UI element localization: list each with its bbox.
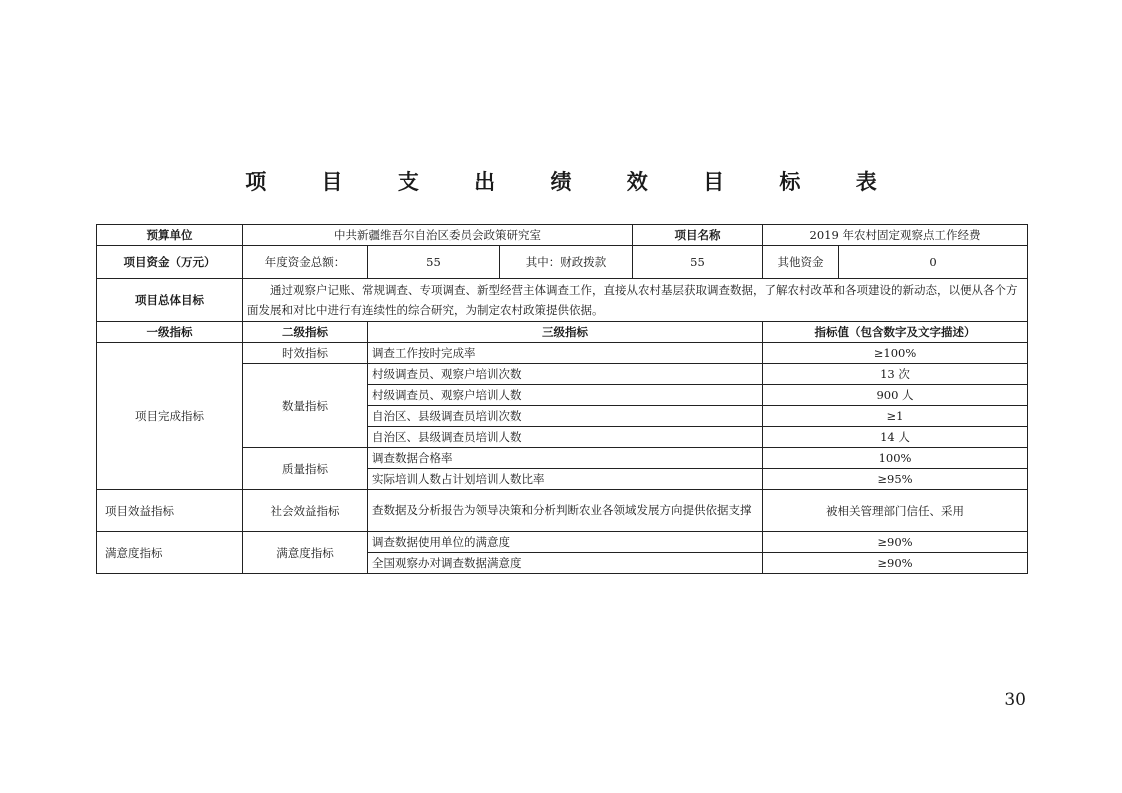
project-name-label: 项目名称 (633, 225, 763, 246)
annual-total-label: 年度资金总额： (243, 246, 368, 279)
value-cell: ≥90% (763, 553, 1028, 574)
group-quality: 质量指标 (243, 448, 368, 490)
indicator-cell: 实际培训人数占计划培训人数比率 (368, 469, 763, 490)
group-satisfaction-level2: 满意度指标 (243, 532, 368, 574)
table-row-goal (97, 279, 1028, 322)
indicator-cell: 调查数据使用单位的满意度 (368, 532, 763, 553)
value-cell: 14 人 (763, 427, 1028, 448)
table-row-budget-unit (97, 225, 1028, 246)
other-funds-value: 0 (839, 246, 1028, 279)
value-cell: 被相关管理部门信任、采用 (763, 490, 1028, 532)
project-name-value: 2019 年农村固定观察点工作经费 (763, 225, 1028, 246)
table-row (97, 490, 1028, 532)
col-header-level1: 一级指标 (97, 322, 243, 343)
table-row (97, 532, 1028, 553)
indicator-cell: 调查工作按时完成率 (368, 343, 763, 364)
indicator-cell: 查数据及分析报告为领导决策和分析判断农业各领域发展方向提供依据支撑 (368, 490, 763, 532)
fiscal-label: 其中：财政拨款 (500, 246, 633, 279)
col-header-level2: 二级指标 (243, 322, 368, 343)
table-row-funds (97, 246, 1028, 279)
group-timeliness: 时效指标 (243, 343, 368, 364)
value-cell: 100% (763, 448, 1028, 469)
value-cell: ≥90% (763, 532, 1028, 553)
budget-unit-value: 中共新疆维吾尔自治区委员会政策研究室 (243, 225, 633, 246)
page-title: 项 目 支 出 绩 效 目 标 表 (245, 170, 901, 194)
overall-goal-label: 项目总体目标 (97, 279, 243, 322)
group-completion: 项目完成指标 (97, 343, 243, 490)
overall-goal-text: 通过观察户记账、常规调查、专项调查、新型经营主体调查工作，直接从农村基层获取调查数据，了解农村改革和各项建设的新动态，以便从各个方面发展和对比中进行有连续性的综合研究，为制定农村政策提供依据。 (243, 279, 1028, 322)
budget-unit-label: 预算单位 (97, 225, 243, 246)
annual-total-value: 55 (368, 246, 500, 279)
value-cell: ≥95% (763, 469, 1028, 490)
value-cell: ≥100% (763, 343, 1028, 364)
indicator-cell: 自治区、县级调查员培训次数 (368, 406, 763, 427)
group-satisfaction: 满意度指标 (97, 532, 243, 574)
page-number: 30 (1004, 690, 1026, 710)
col-header-value: 指标值（包含数字及文字描述） (763, 322, 1028, 343)
funds-label: 项目资金（万元） (97, 246, 243, 279)
indicator-cell: 全国观察办对调查数据满意度 (368, 553, 763, 574)
col-header-level3: 三级指标 (368, 322, 763, 343)
value-cell: 900 人 (763, 385, 1028, 406)
fiscal-value: 55 (633, 246, 763, 279)
group-benefit: 项目效益指标 (97, 490, 243, 532)
value-cell: 13 次 (763, 364, 1028, 385)
table-row (97, 343, 1028, 364)
indicator-cell: 村级调查员、观察户培训人数 (368, 385, 763, 406)
value-cell: ≥1 (763, 406, 1028, 427)
indicator-cell: 调查数据合格率 (368, 448, 763, 469)
other-funds-label: 其他资金 (763, 246, 839, 279)
group-quantity: 数量指标 (243, 364, 368, 448)
performance-target-table (96, 224, 1028, 574)
group-social: 社会效益指标 (243, 490, 368, 532)
table-header-row (97, 322, 1028, 343)
indicator-cell: 村级调查员、观察户培训次数 (368, 364, 763, 385)
indicator-cell: 自治区、县级调查员培训人数 (368, 427, 763, 448)
